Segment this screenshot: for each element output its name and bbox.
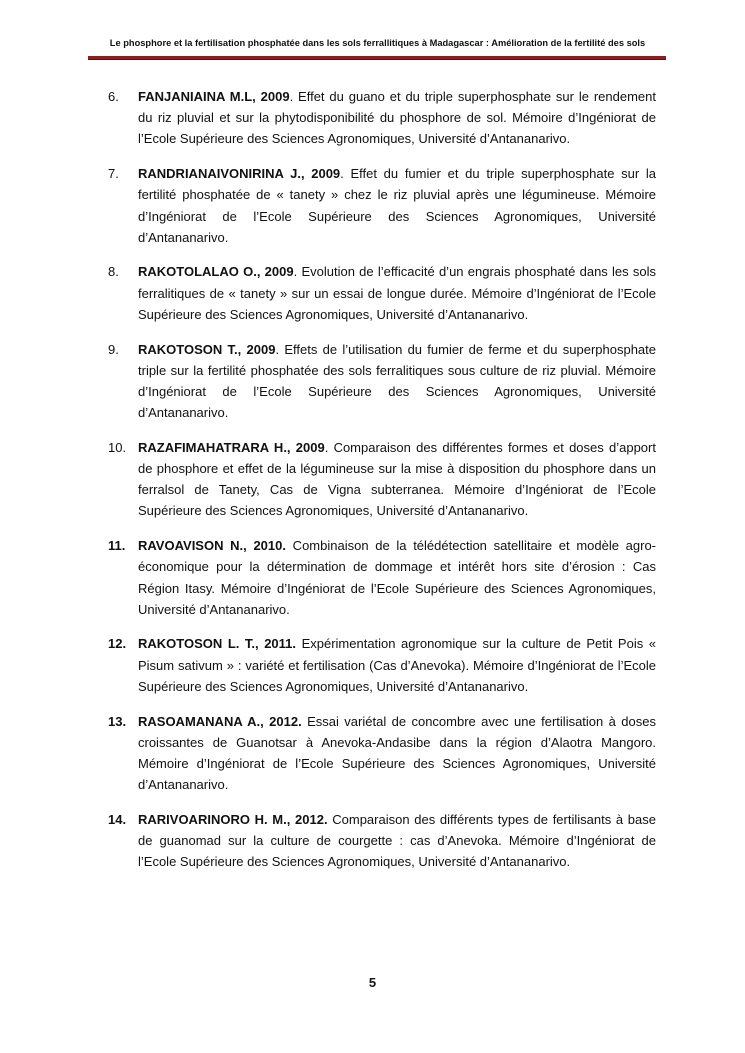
reference-text: . Effets de l’utilisation du fumier de ferme et du superphosphate triple sur la fertilité phosphatée des sols ferralitiques sous culture de riz pluvial. Mémoire d’Ingéniorat de l’Ecole Supérieure des Sciences Agronomiques, Université d’Antananarivo. [138,341,656,421]
reference-number: 6. [108,89,119,104]
reference-author: RAZAFIMAHATRARA H., 2009 [138,439,325,455]
reference-item [108,535,656,620]
reference-number: 10. [108,439,127,455]
reference-author: RANDRIANAIVONIRINA J., 2009 [138,166,341,182]
reference-number: 9. [108,341,119,357]
reference-item [108,711,656,796]
reference-number: 8. [108,264,119,280]
reference-item [108,163,656,248]
header-rule [88,56,666,60]
reference-item [108,437,656,522]
reference-number: 7. [108,166,119,182]
reference-item [108,261,656,325]
reference-item [108,86,656,150]
reference-text: . Evolution de l’efficacité d’un engrais phosphaté dans les sols ferralitiques de « tanety » sur un essai de longue durée. Mémoire d’Ingéniorat de l’Ecole Supérieure des Sciences Agronomiques, Université d’Antananarivo. [138,264,657,322]
reference-text: Essai variétal de concombre avec une fertilisation à doses croissantes de Guanotsar à Anevoka-Andasibe dans la région d’Alaotra Mangoro. Mémoire d’Ingéniorat de l’Ecole Supérieure des Sciences Agronomiques, Université d’Antananarivo. [138,713,656,793]
reference-item [108,809,656,873]
reference-text: . Comparaison des différentes formes et doses d’apport de phosphore et effet de la légumineuse sur la mise à disposition du phosphore dans un ferralsol de Tanety, Cas de Vigna subterranea. Mémoire d’Ingéniorat de l’Ecole Supérieure des Sciences Agronomiques, Université d’Antananarivo. [138,439,656,519]
page-number: 5 [368,975,377,990]
reference-author: RAKOTOSON L. T., 2011. [138,636,297,652]
reference-text: . Effet du fumier et du triple superphosphate sur la fertilité phosphatée de « tanety » chez le riz pluvial après une légumineuse. Mémoire d’Ingéniorat de l’Ecole Supérieure des Sciences Agronomiques, Université d’Antananarivo. [138,166,656,245]
reference-item [108,633,656,697]
reference-number: 12. [108,636,127,652]
reference-author: FANJANIAINA M.L, 2009 [138,89,290,104]
reference-text: . Effet du guano et du triple superphosphate sur le rendement du riz pluvial et sur la phytodisponibilité du phosphore de sol. Mémoire d’Ingéniorat de l’Ecole Supérieure des Sciences Agronomiques, Université d’Antananarivo. [138,89,656,147]
reference-author: RAKOTOSON T., 2009 [138,341,276,357]
reference-author: RAVOAVISON N., 2010. [138,538,286,554]
reference-number: 14. [108,811,127,827]
reference-author: RARIVOARINORO H. M., 2012. [138,811,328,827]
reference-author: RASOAMANANA A., 2012. [138,713,302,729]
reference-item [108,339,656,424]
reference-author: RAKOTOLALAO O., 2009 [138,264,294,280]
reference-text: Expérimentation agronomique sur la culture de Petit Pois « Pisum sativum » : variété et fertilisation (Cas d’Anevoka). Mémoire d’Ingéniorat de l’Ecole Supérieure des Sciences Agronomiques, Université d’Antananarivo. [138,636,656,694]
reference-number: 13. [108,713,127,729]
reference-text: Comparaison des différents types de fertilisants à base de guanomad sur la culture de courgette : cas d’Anevoka. Mémoire d’Ingéniorat de l’Ecole Supérieure des Sciences Agronomiques, Université d’Antananarivo. [138,811,656,870]
running-header: Le phosphore et la fertilisation phosphatée dans les sols ferrallitiques à Madagascar : Amélioration de la fertilité des sols [109,38,646,48]
reference-text: Combinaison de la télédétection satellitaire et modèle agro-économique pour la détermination de dommage et intérêt hors site d’érosion : Cas Région Itasy. Mémoire d’Ingéniorat de l’Ecole Supérieure des Sciences Agronomiques, Université d’Antananarivo. [138,538,657,617]
reference-number: 11. [108,538,126,554]
reference-list [108,86,656,886]
